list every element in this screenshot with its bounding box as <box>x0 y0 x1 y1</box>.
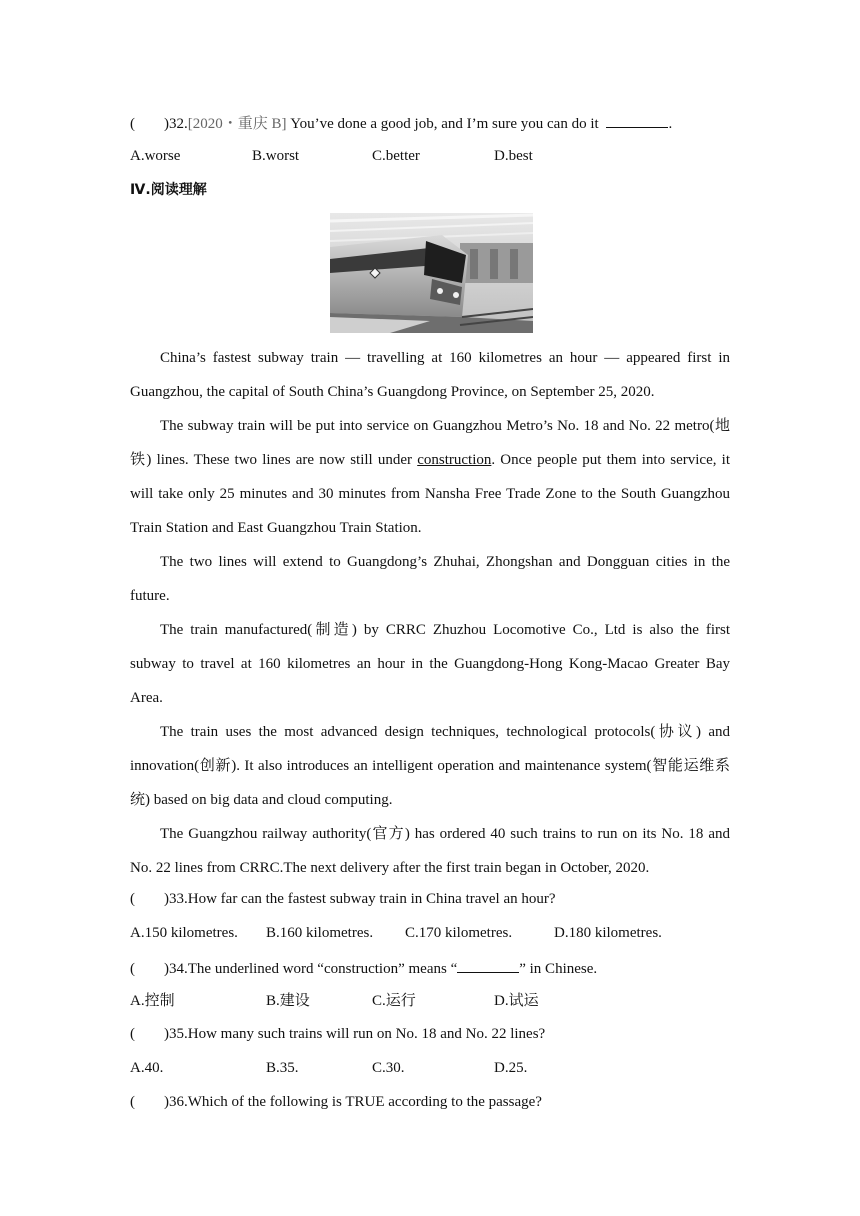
option-c: C.30. <box>372 1060 405 1076</box>
question-text: You’ve done a good job, and I’m sure you can do it <box>290 116 599 132</box>
paren-close: ) <box>164 116 169 132</box>
subway-train-image <box>330 213 533 333</box>
section-heading: Ⅳ.阅读理解 <box>130 182 207 198</box>
passage-paragraph-5: The train uses the most advanced design techniques, technological protocols(协议) and innovation(创新). It also introduces an intelligent operation and maintenance system(智能运维系统) based on big data and cloud computing. <box>130 724 730 808</box>
question-32 <box>130 112 672 134</box>
question-source: [2020・重庆 B] <box>187 116 287 132</box>
question-text: )36.Which of the following is TRUE according to the passage? <box>164 1094 542 1110</box>
answer-paren: ( <box>130 891 135 907</box>
option-c: C.better <box>372 148 420 164</box>
question-35 <box>130 1024 545 1044</box>
option-c: C.170 kilometres. <box>405 925 513 941</box>
answer-paren: ( <box>130 1026 135 1042</box>
answer-paren: ( <box>130 1094 135 1110</box>
option-d: D.25. <box>494 1060 528 1076</box>
question-text: )33.How far can the fastest subway train in China travel an hour? <box>164 891 556 907</box>
passage-paragraph-1: China’s fastest subway train — travelling at 160 kilometres an hour — appeared first in Guangzhou, the capital of South China’s Guangdong Province, on September 25, 2020. <box>130 350 730 400</box>
option-a: A.40. <box>130 1060 164 1076</box>
question-34 <box>130 957 597 979</box>
option-b: B.160 kilometres. <box>266 925 374 941</box>
question-text-b: ” in Chinese. <box>519 961 598 977</box>
option-a: A.worse <box>130 148 181 164</box>
option-a: A.控制 <box>130 993 175 1009</box>
passage-paragraph-6: The Guangzhou railway authority(官方) has ordered 40 such trains to run on its No. 18 and No. 22 lines from CRRC.The next delivery after the first train began in October, 2020. <box>130 826 730 876</box>
option-d: D.试运 <box>494 993 539 1009</box>
question-end: . <box>668 116 673 132</box>
question-33 <box>130 889 556 909</box>
option-d: D.best <box>494 148 533 164</box>
passage-paragraph-3: The two lines will extend to Guangdong’s Zhuhai, Zhongshan and Dongguan cities in the future. <box>130 554 730 604</box>
question-number: 32. <box>169 116 188 132</box>
answer-paren: ( <box>130 116 135 132</box>
option-b: B.worst <box>252 148 300 164</box>
option-b: B.35. <box>266 1060 299 1076</box>
answer-paren: ( <box>130 961 135 977</box>
question-36 <box>130 1092 542 1112</box>
option-c: C.运行 <box>372 993 416 1009</box>
reading-passage <box>130 341 730 885</box>
option-a: A.150 kilometres. <box>130 925 238 941</box>
question-text: )35.How many such trains will run on No. 18 and No. 22 lines? <box>164 1026 546 1042</box>
paragraph-2-text-a: The subway train will be put into service on Guangzhou Metro’s No. 18 and No. 22 metro(地铁) lines. These two lines are now still under <box>130 418 730 468</box>
answer-blank <box>606 112 668 128</box>
paragraph-2-text-b: . Once people put them into service, it will take only 25 minutes and 30 minutes from Nansha Free Trade Zone to the South Guangzhou Train Station and East Guangzhou Train Station. <box>130 452 730 536</box>
underlined-word: construction <box>417 452 492 468</box>
subway-train-photo <box>330 213 533 333</box>
answer-blank <box>457 957 519 973</box>
passage-paragraph-4: The train manufactured(制造) by CRRC Zhuzhou Locomotive Co., Ltd is also the first subway to travel at 160 kilometres an hour in the Guangdong-Hong Kong-Macao Greater Bay Area. <box>130 622 730 706</box>
passage-paragraph-2 <box>130 409 730 545</box>
option-b: B.建设 <box>266 993 310 1009</box>
option-d: D.180 kilometres. <box>554 925 662 941</box>
question-text-a: )34.The underlined word “construction” means “ <box>164 961 458 977</box>
